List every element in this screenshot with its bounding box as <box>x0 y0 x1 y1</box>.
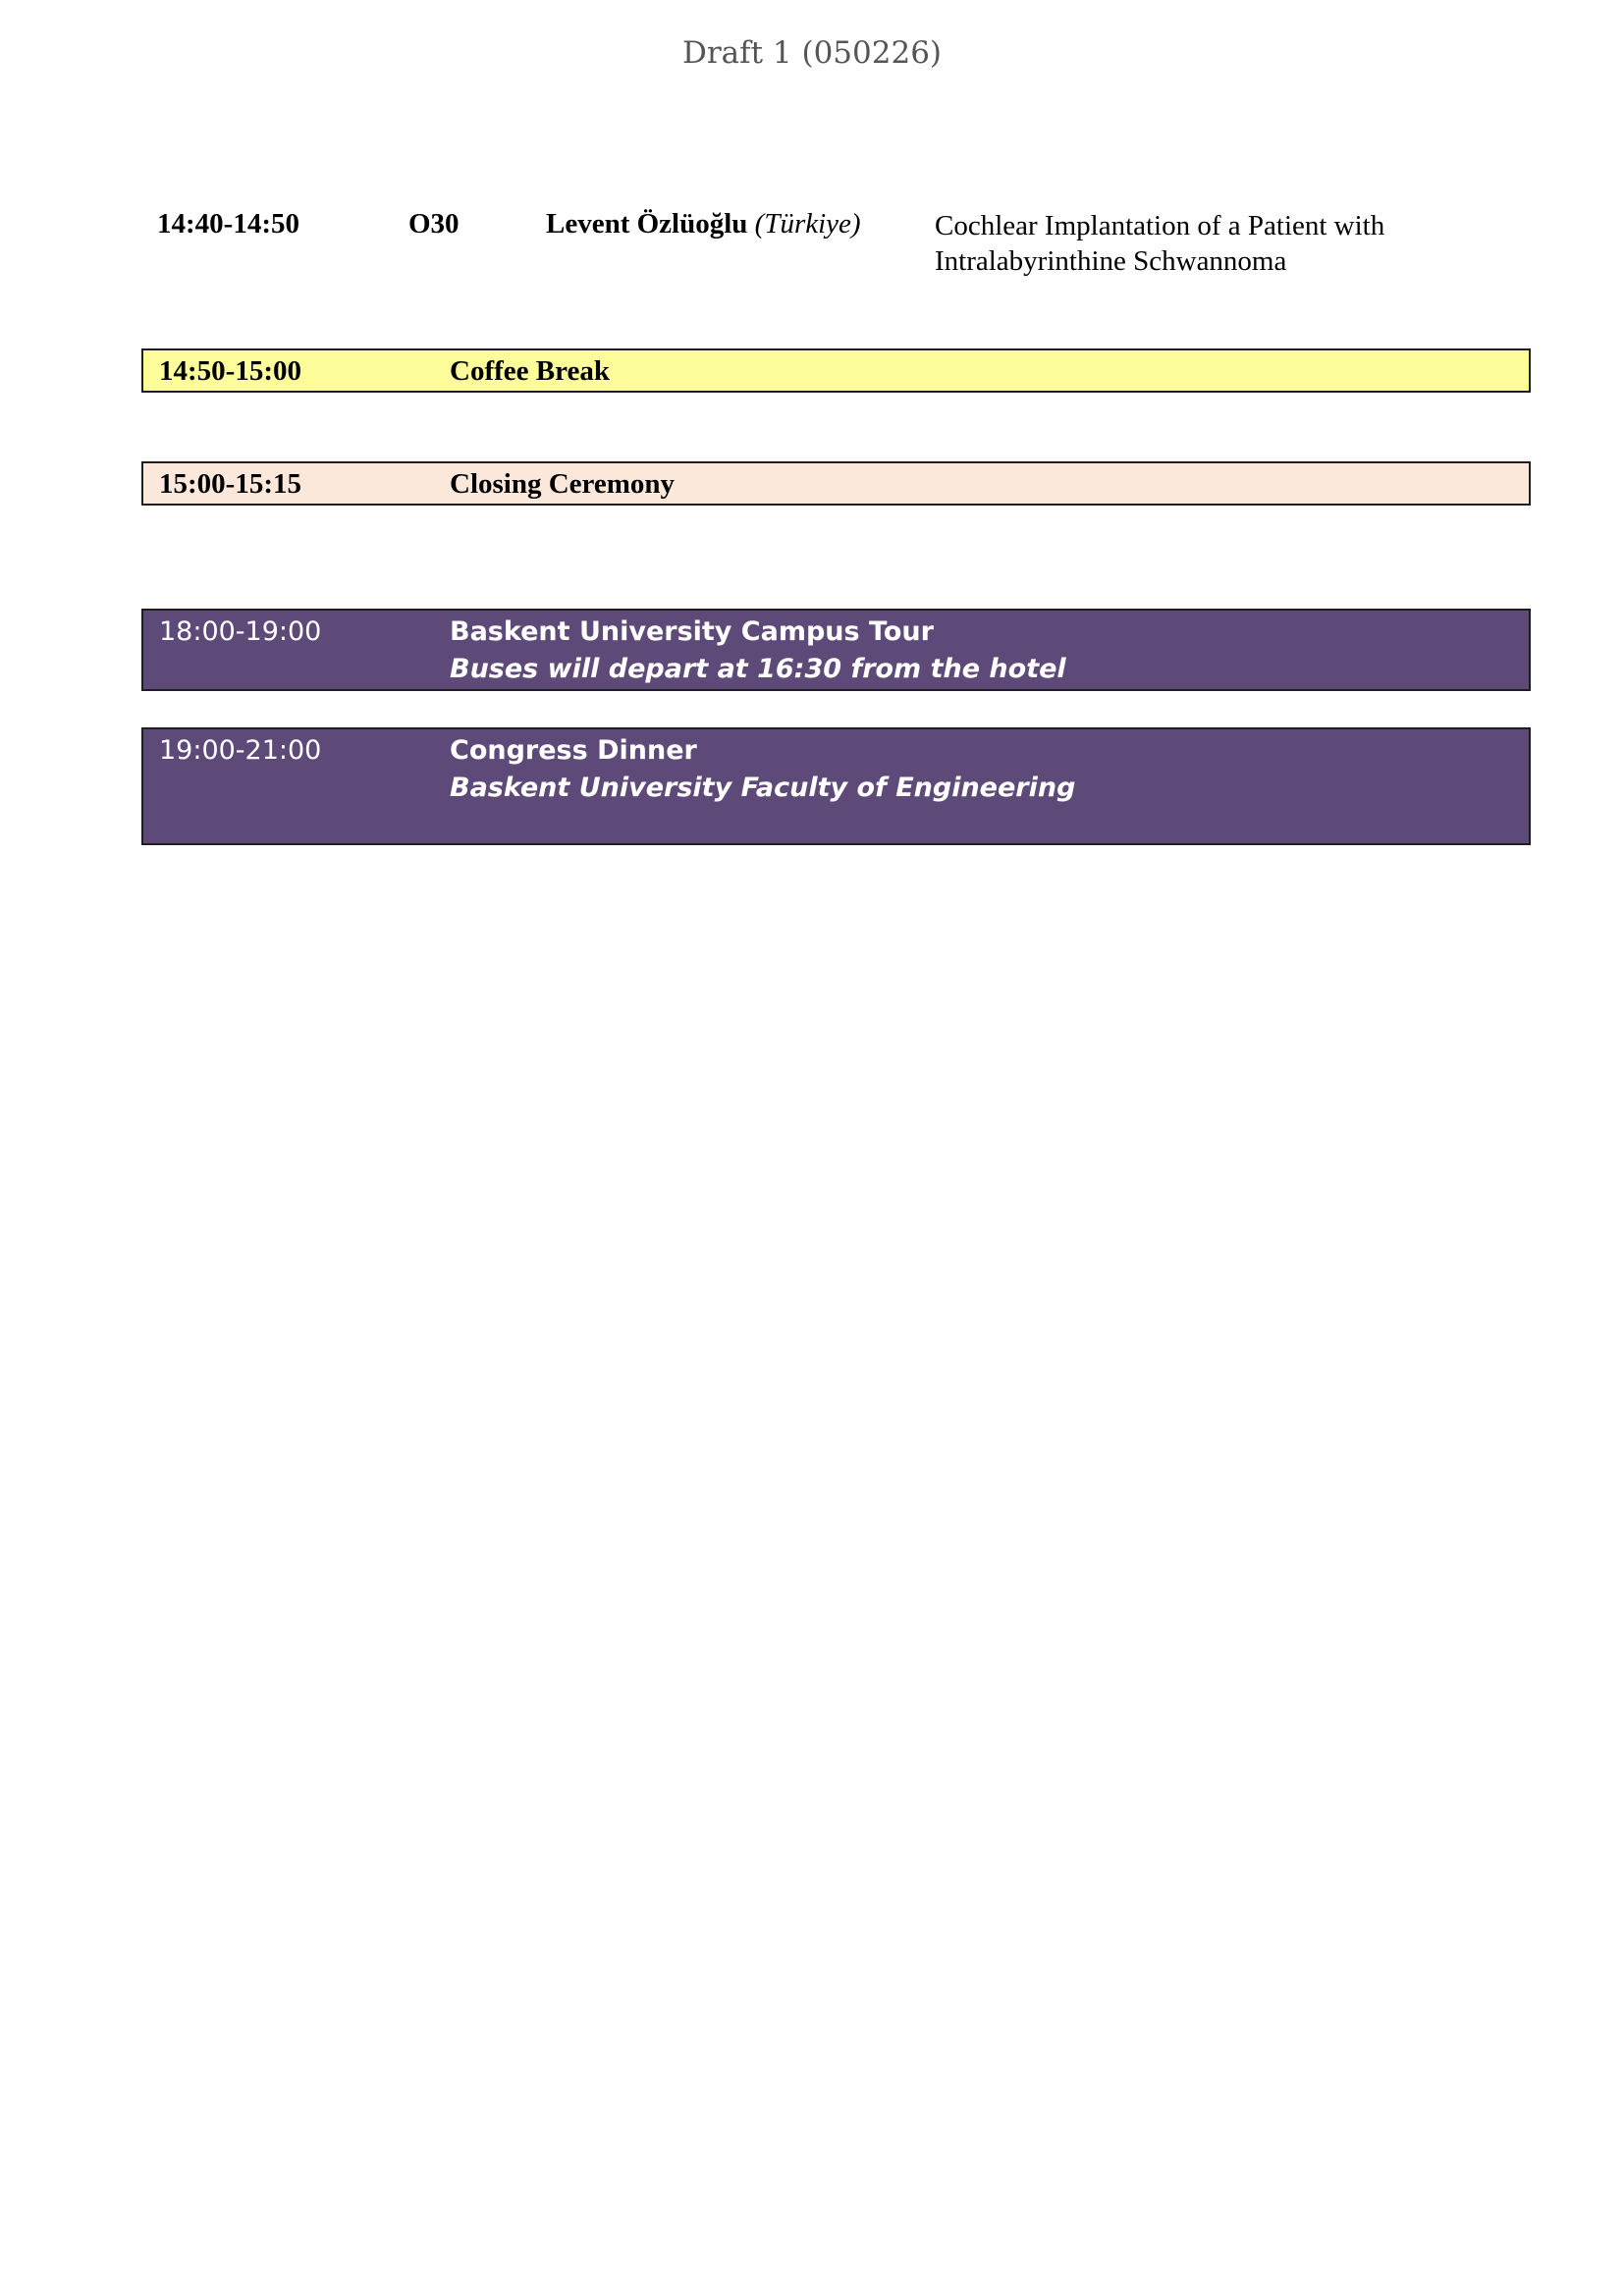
talk-title-line-2: Intralabyrinthine Schwannoma <box>935 245 1287 277</box>
closing-ceremony-time: 15:00-15:15 <box>159 468 301 500</box>
speaker-country: (Türkiye) <box>754 208 861 240</box>
congress-dinner-subtitle: Baskent University Faculty of Engineering <box>450 773 1076 803</box>
speaker-name: Levent Özlüoğlu <box>546 208 748 240</box>
closing-ceremony-label: Closing Ceremony <box>450 468 676 500</box>
campus-tour-subtitle: Buses will depart at 16:30 from the hotel <box>450 654 1066 684</box>
talk-time: 14:40-14:50 <box>157 208 299 240</box>
talk-row-o30 <box>157 208 1532 287</box>
talk-code: O30 <box>408 208 460 240</box>
campus-tour-label: Baskent University Campus Tour <box>450 616 934 647</box>
closing-ceremony-band <box>141 461 1531 506</box>
congress-dinner-band <box>141 727 1531 845</box>
coffee-break-label: Coffee Break <box>450 355 610 387</box>
talk-title <box>935 208 1485 279</box>
congress-dinner-time: 19:00-21:00 <box>159 735 322 766</box>
coffee-break-band <box>141 348 1531 393</box>
campus-tour-band <box>141 609 1531 691</box>
coffee-break-time: 14:50-15:00 <box>159 355 301 387</box>
congress-dinner-label: Congress Dinner <box>450 735 697 766</box>
talk-speaker <box>546 208 861 240</box>
campus-tour-time: 18:00-19:00 <box>159 616 322 647</box>
talk-title-line-1: Cochlear Implantation of a Patient with <box>935 210 1385 241</box>
draft-header: Draft 1 (050226) <box>681 35 943 71</box>
